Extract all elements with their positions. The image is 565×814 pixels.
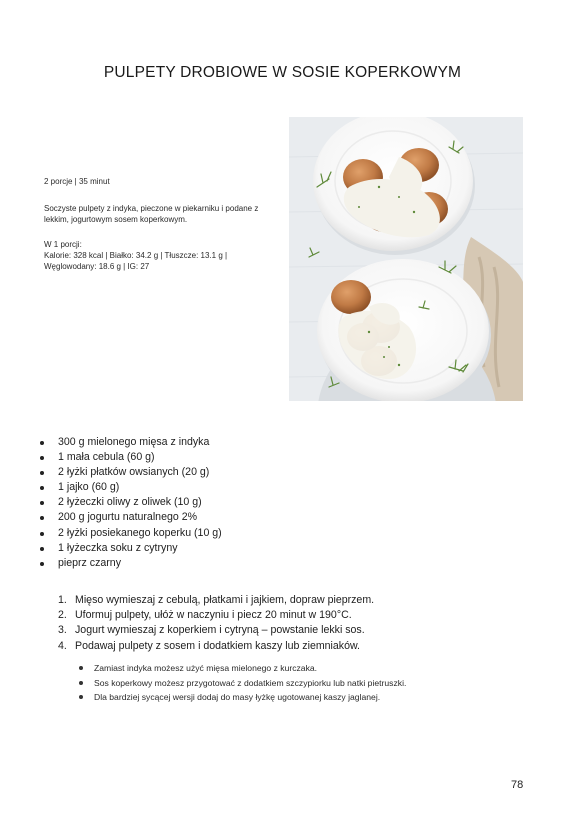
list-item [58, 639, 374, 654]
list-item: 1 jajko (60 g) [38, 480, 222, 495]
recipe-title: PULPETY DROBIOWE W SOSIE KOPERKOWYM [103, 64, 462, 81]
list-item: Dla bardziej sycącej wersji dodaj do masy łyżkę ugotowanej kaszy jaglanej. [78, 690, 406, 705]
step-number: 1. [58, 594, 67, 606]
recipe-photo [289, 117, 523, 401]
ingredients-list [38, 435, 222, 571]
step-text: Mięso wymieszaj z cebulą, płatkami i jajkiem, dopraw pieprzem. [75, 594, 375, 606]
nutrition-line-2: Węglowodany: 18.6 g | IG: 27 [44, 262, 150, 271]
step-number: 4. [58, 639, 67, 652]
list-item [58, 593, 374, 608]
recipe-meta [44, 176, 276, 272]
page-number: 78 [511, 779, 524, 791]
list-item: 1 mała cebula (60 g) [38, 450, 222, 465]
step-number: 3. [58, 624, 67, 637]
list-item [58, 608, 374, 623]
step-text: Uformuj pulpety, ułóż w naczyniu i piecz 20 minut w 190°C. [75, 609, 352, 622]
step-text: Jogurt wymieszaj z koperkiem i cytryną – powstanie lekki sos. [75, 624, 365, 637]
nutrition-info [44, 239, 276, 272]
list-item: 2 łyżki posiekanego koperku (10 g) [38, 526, 222, 541]
list-item: 1 łyżeczka soku z cytryny [38, 541, 222, 556]
per-serving-label: W 1 porcji: [44, 240, 82, 249]
list-item: pieprz czarny [38, 556, 222, 571]
list-item: 2 łyżeczki oliwy z oliwek (10 g) [38, 495, 222, 510]
meatball-plates-photo [289, 117, 523, 401]
list-item: Sos koperkowy możesz przygotować z dodatkiem szczypiorku lub natki pietruszki. [78, 676, 406, 691]
list-item: 2 łyżki płatków owsianych (20 g) [38, 465, 222, 480]
steps-list [58, 593, 374, 654]
servings-time: 2 porcje | 35 minut [44, 177, 110, 186]
list-item [58, 623, 374, 638]
nutrition-line-1: Kalorie: 328 kcal | Białko: 34.2 g | Tłuszcze: 13.1 g | [44, 251, 228, 260]
recipe-description: Soczyste pulpety z indyka, pieczone w piekarniku i podane z lekkim, jogurtowym sosem koperkowym. [44, 204, 259, 224]
tips-list [78, 661, 406, 705]
step-text: Podawaj pulpety z sosem i dodatkiem kaszy lub ziemniaków. [75, 639, 360, 652]
list-item: 200 g jogurtu naturalnego 2% [38, 510, 222, 525]
list-item: Zamiast indyka możesz użyć mięsa mielonego z kurczaka. [78, 661, 406, 676]
list-item: 300 g mielonego mięsa z indyka [38, 435, 222, 450]
step-number: 2. [58, 609, 67, 622]
